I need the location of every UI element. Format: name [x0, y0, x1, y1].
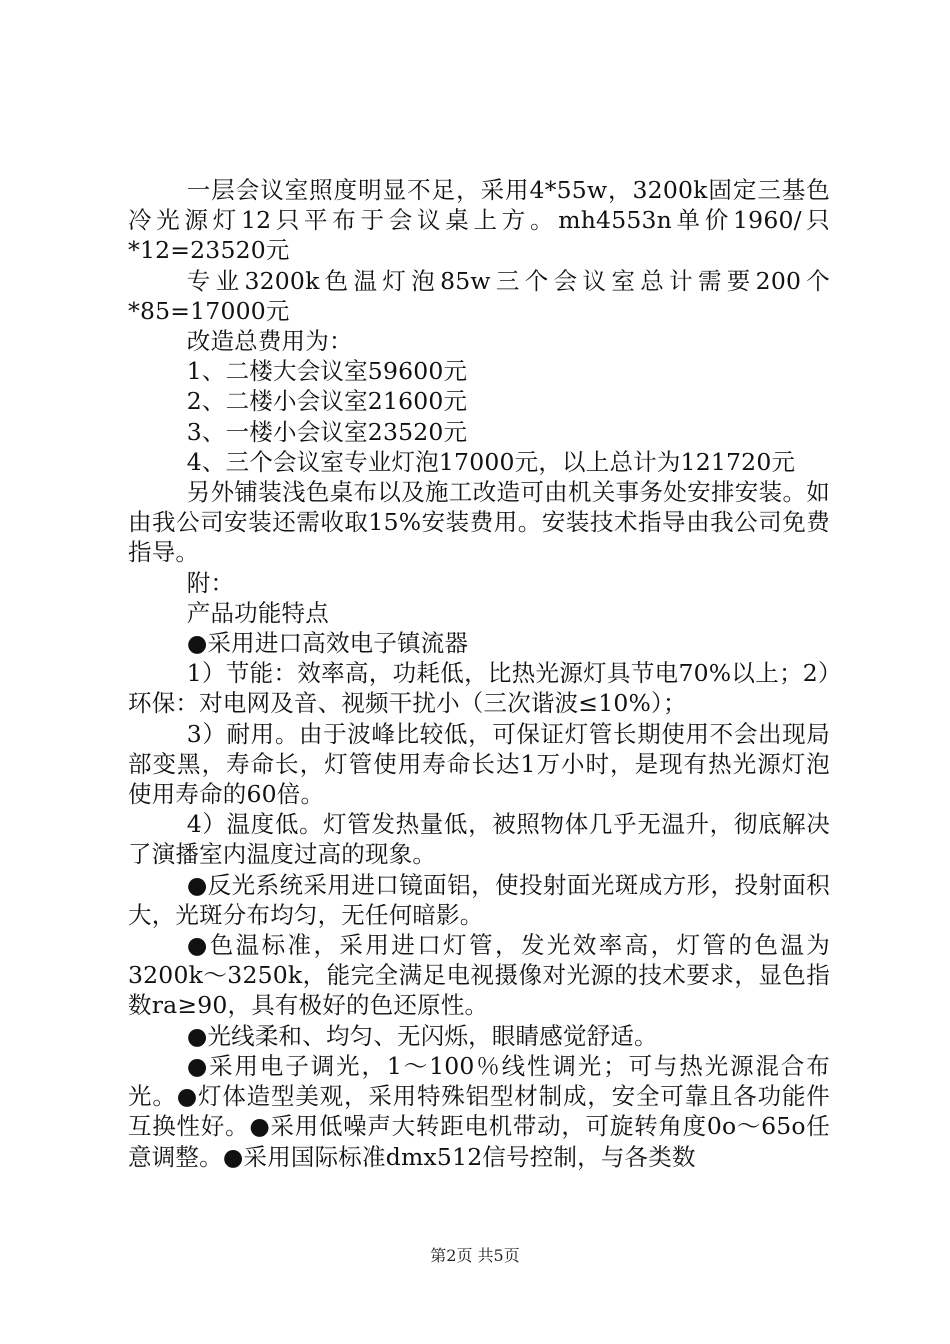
- paragraph-installation: 另外铺装浅色桌布以及施工改造可由机关事务处安排安装。如由我公司安装还需收取15%安装费用。安装技术指导由我公司免费指导。: [128, 478, 830, 567]
- list-item-cost-1: 1、二楼大会议室59600元: [186, 357, 468, 386]
- bullet-color-temperature: ●色温标准，采用进口灯管，发光效率高，灯管的色温为3200k～3250k，能完全满足电视摄像对光源的技术要求，显色指数ra≥90，具有极好的色还原性。: [128, 931, 830, 1020]
- bullet-soft-light: ●光线柔和、均匀、无闪烁，眼睛感觉舒适。: [186, 1021, 658, 1050]
- feature-durable: 3）耐用。由于波峰比较低，可保证灯管长期使用不会出现局部变黑，寿命长，灯管使用寿命长达1万小时，是现有热光源灯泡使用寿命的60倍。: [128, 719, 830, 809]
- bullet-ballast: ●采用进口高效电子镇流器: [186, 629, 469, 658]
- document-body: [128, 175, 830, 1172]
- paragraph-bulbs: 专业3200k色温灯泡85w三个会议室总计需要200个*85=17000元: [128, 266, 830, 325]
- list-item-cost-3: 3、一楼小会议室23520元: [186, 417, 468, 446]
- paragraph-appendix: 附：: [186, 568, 235, 597]
- list-item-cost-2: 2、二楼小会议室21600元: [186, 387, 468, 416]
- paragraph-total-heading: 改造总费用为：: [186, 327, 353, 356]
- list-item-cost-4: 4、三个会议室专业灯泡17000元，以上总计为121720元: [186, 447, 796, 476]
- page-footer: 第2页 共5页: [430, 1246, 520, 1265]
- bullet-dimming-and-others: ●采用电子调光，1～100％线性调光；可与热光源混合布光。●灯体造型美观，采用特殊铝型材制成，安全可靠且各功能件互换性好。●采用低噪声大转距电机带动，可旋转角度0o～65o任意调整。●采用国际标准dmx512信号控制，与各类数: [128, 1051, 830, 1171]
- feature-low-temperature: 4）温度低。灯管发热量低，被照物体几乎无温升，彻底解决了演播室内温度过高的现象。: [128, 810, 830, 869]
- section-heading-features: 产品功能特点: [186, 598, 329, 627]
- feature-energy-saving: 1）节能：效率高，功耗低，比热光源灯具节电70%以上；2）环保：对电网及音、视频干扰小（三次谐波≤10%）；: [128, 659, 830, 718]
- bullet-reflector: ●反光系统采用进口镜面铝，使投射面光斑成方形，投射面积大，光斑分布均匀，无任何暗影。: [128, 870, 830, 929]
- paragraph-first-floor-room: 一层会议室照度明显不足，采用4*55w，3200k固定三基色冷光源灯12只平布于会议桌上方。mh4553n单价1960/只*12=23520元: [128, 176, 830, 265]
